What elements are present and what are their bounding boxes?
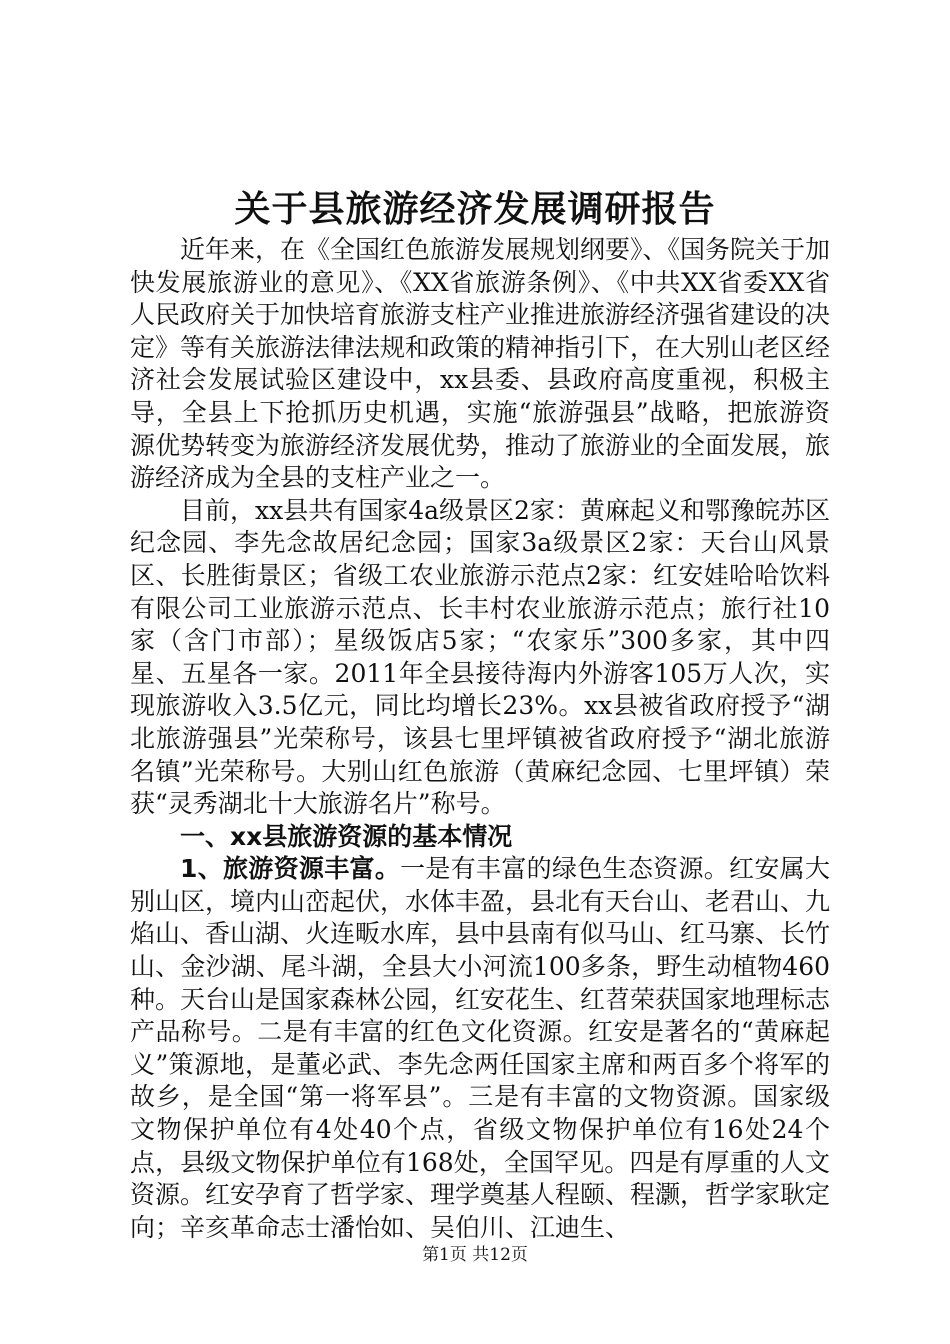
status-paragraph: 目前，xx县共有国家4a级景区2家：黄麻起义和鄂豫皖苏区纪念园、李先念故居纪念园；国家3a级景区2家：天台山风景区、长胜街景区；省级工农业旅游示范点2家：红安娃哈哈饮料有限公司工业旅游示范点、长丰村农业旅游示范点；旅行社10家（含门市部）；星级饭店5家；“农家乐”300多家，其中四星、五星各一家。2011年全县接待海内外游客105万人次，实现旅游收入3.5亿元，同比均增长23%。xx县被省政府授予“湖北旅游强县”光荣称号，该县七里坪镇被省政府授予“湖北旅游名镇”光荣称号。大别山红色旅游（黄麻纪念园、七里坪镇）荣获“灵秀湖北十大旅游名片”称号。 (130, 495, 830, 819)
document-body (130, 234, 830, 1244)
intro-paragraph: 近年来，在《全国红色旅游发展规划纲要》、《国务院关于加快发展旅游业的意见》、《XX省旅游条例》、《中共XX省委XX省人民政府关于加快培育旅游支柱产业推进旅游经济强省建设的决定》等有关旅游法律法规和政策的精神指引下，在大别山老区经济社会发展试验区建设中，xx县委、县政府高度重视，积极主导，全县上下抢抓历史机遇，实施“旅游强县”战略，把旅游资源优势转变为旅游经济发展优势，推动了旅游业的全面发展，旅游经济成为全县的支柱产业之一。 (130, 235, 831, 493)
resource-paragraph (130, 853, 830, 1244)
item-lead: 1、旅游资源丰富。 (180, 854, 401, 884)
document-title: 关于县旅游经济发展调研报告 (234, 188, 716, 230)
section-heading: 一、xx县旅游资源的基本情况 (180, 821, 513, 851)
item-text: 一是有丰富的绿色生态资源。红安属大别山区，境内山峦起伏，水体丰盈，县北有天台山、老君山、九焰山、香山湖、火连畈水库，县中县南有似马山、红马寨、长竹山、金沙湖、尾斗湖，全县大小河流100多条，野生动植物460种。天台山是国家森林公园，红安花生、红苕荣获国家地理标志产品称号。二是有丰富的红色文化资源。红安是著名的“黄麻起义”策源地，是董必武、李先念两任国家主席和两百多个将军的故乡，是全国“第一将军县”。三是有丰富的文物资源。国家级文物保护单位有4处40个点，省级文物保护单位有16处24个点，县级文物保护单位有168处，全国罕见。四是有厚重的人文资源。红安孕育了哲学家、理学奠基人程颐、程灏，哲学家耿定向；辛亥革命志士潘怡如、吴伯川、江迪生、 (130, 854, 831, 1242)
page-footer: 第1页 共12页 (422, 1245, 528, 1265)
